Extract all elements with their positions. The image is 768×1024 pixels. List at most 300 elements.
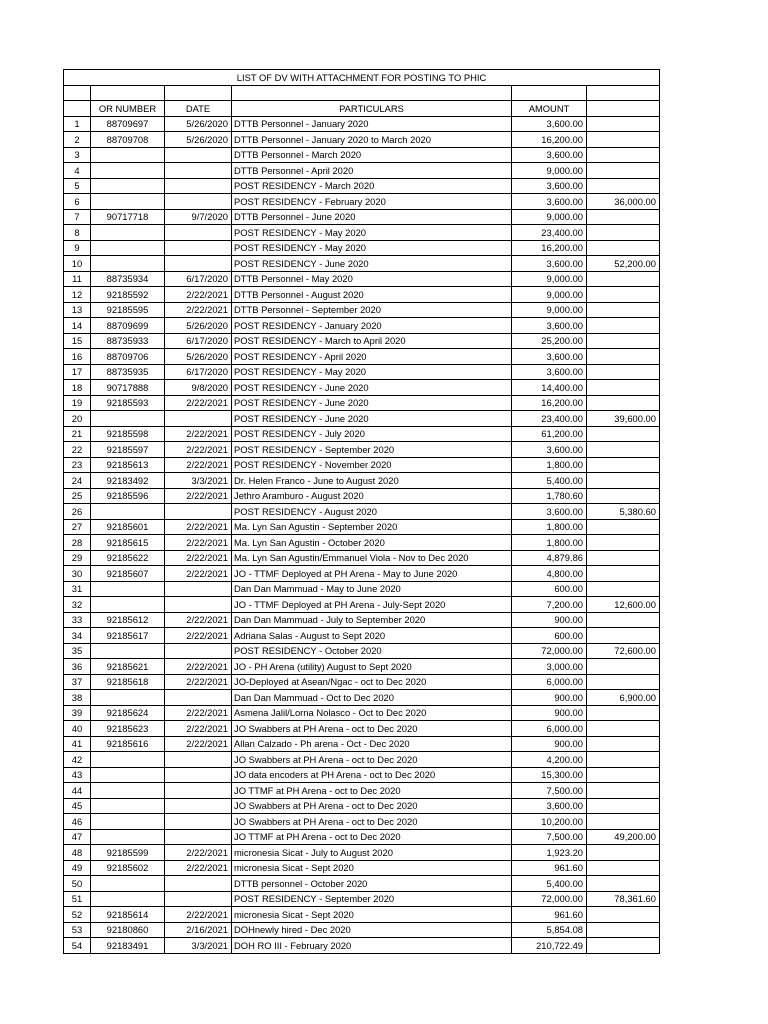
particulars-cell: DTTB Personnel - June 2020 [232,209,512,225]
date-cell: 2/22/2021 [165,566,232,582]
subtotal-cell [587,116,660,132]
subtotal-cell [587,287,660,303]
table-row [64,876,660,892]
particulars-cell: micronesia Sicat - Sept 2020 [232,907,512,923]
or-number-cell: 92185623 [91,721,165,737]
row-number-cell: 10 [64,256,91,272]
amount-cell: 900.00 [512,612,587,628]
subtotal-cell: 36,000.00 [587,194,660,210]
subtotal-cell: 5,380.60 [587,504,660,520]
subtotal-cell [587,845,660,861]
subtotal-cell [587,271,660,287]
amount-cell: 5,400.00 [512,876,587,892]
or-number-cell [91,163,165,179]
or-number-cell: 92185601 [91,519,165,535]
subtotal-cell [587,674,660,690]
row-number-cell: 2 [64,132,91,148]
or-number-cell: 92180860 [91,922,165,938]
or-number-cell: 92185624 [91,705,165,721]
table-row [64,566,660,582]
amount-cell: 16,200.00 [512,395,587,411]
amount-cell: 14,400.00 [512,380,587,396]
row-number-cell: 49 [64,860,91,876]
particulars-cell: Asmena Jalil/Lorna Nolasco - Oct to Dec 2020 [232,705,512,721]
particulars-cell: JO Swabbers at PH Arena - oct to Dec 2020 [232,814,512,830]
header-or-number: OR NUMBER [91,101,165,117]
amount-cell: 3,600.00 [512,147,587,163]
amount-cell: 6,000.00 [512,721,587,737]
table-row [64,349,660,365]
particulars-cell: Allan Calzado - Ph arena - Oct - Dec 2020 [232,736,512,752]
row-number-cell: 27 [64,519,91,535]
table-row [64,271,660,287]
particulars-cell: JO Swabbers at PH Arena - oct to Dec 2020 [232,721,512,737]
or-number-cell: 92185618 [91,674,165,690]
date-cell: 6/17/2020 [165,333,232,349]
particulars-cell: JO - PH Arena (utility) August to Sept 2020 [232,659,512,675]
table-row [64,426,660,442]
table-row [64,457,660,473]
row-number-cell: 38 [64,690,91,706]
or-number-cell [91,147,165,163]
particulars-cell: JO-Deployed at Asean/Ngac - oct to Dec 2020 [232,674,512,690]
amount-cell: 10,200.00 [512,814,587,830]
table-row [64,674,660,690]
or-number-cell [91,690,165,706]
amount-cell: 6,000.00 [512,674,587,690]
subtotal-cell: 12,600.00 [587,597,660,613]
header-row [64,101,660,117]
header-particulars: PARTICULARS [232,101,512,117]
or-number-cell: 92185602 [91,860,165,876]
date-cell [165,163,232,179]
subtotal-cell [587,721,660,737]
or-number-cell: 88709708 [91,132,165,148]
subtotal-cell [587,736,660,752]
particulars-cell: Jethro Aramburo - August 2020 [232,488,512,504]
title-row [64,70,660,86]
particulars-cell: POST RESIDENCY - March 2020 [232,178,512,194]
subtotal-cell [587,488,660,504]
date-cell: 5/26/2020 [165,349,232,365]
particulars-cell: Dr. Helen Franco - June to August 2020 [232,473,512,489]
row-number-cell: 15 [64,333,91,349]
date-cell: 3/3/2021 [165,938,232,954]
table-row [64,209,660,225]
row-number-cell: 52 [64,907,91,923]
amount-cell: 3,600.00 [512,318,587,334]
subtotal-cell [587,240,660,256]
date-cell: 2/22/2021 [165,674,232,690]
amount-cell: 3,600.00 [512,256,587,272]
particulars-cell: POST RESIDENCY - May 2020 [232,240,512,256]
subtotal-cell [587,876,660,892]
row-number-cell: 1 [64,116,91,132]
particulars-cell: micronesia Sicat - Sept 2020 [232,860,512,876]
amount-cell: 5,400.00 [512,473,587,489]
particulars-cell: POST RESIDENCY - September 2020 [232,891,512,907]
amount-cell: 900.00 [512,705,587,721]
or-number-cell [91,767,165,783]
table-row [64,597,660,613]
date-cell [165,767,232,783]
amount-cell: 4,879.86 [512,550,587,566]
date-cell [165,147,232,163]
subtotal-cell [587,783,660,799]
date-cell: 2/22/2021 [165,550,232,566]
amount-cell: 3,600.00 [512,194,587,210]
row-number-cell: 50 [64,876,91,892]
row-number-cell: 31 [64,581,91,597]
particulars-cell: DTTB Personnel - January 2020 [232,116,512,132]
date-cell: 2/22/2021 [165,395,232,411]
row-number-cell: 47 [64,829,91,845]
or-number-cell [91,752,165,768]
amount-cell: 3,600.00 [512,349,587,365]
subtotal-cell: 78,361.60 [587,891,660,907]
particulars-cell: Dan Dan Mammuad - July to September 2020 [232,612,512,628]
blank-cell [64,85,91,101]
subtotal-cell [587,566,660,582]
table-row [64,659,660,675]
date-cell: 2/22/2021 [165,705,232,721]
row-number-cell: 54 [64,938,91,954]
row-number-cell: 45 [64,798,91,814]
blank-cell [91,85,165,101]
amount-cell: 9,000.00 [512,271,587,287]
amount-cell: 72,000.00 [512,643,587,659]
table-row [64,767,660,783]
particulars-cell: Ma. Lyn San Agustin - October 2020 [232,535,512,551]
amount-cell: 9,000.00 [512,287,587,303]
subtotal-cell [587,550,660,566]
subtotal-cell [587,426,660,442]
row-number-cell: 30 [64,566,91,582]
table-row [64,535,660,551]
table-row [64,938,660,954]
table-row [64,240,660,256]
subtotal-cell [587,333,660,349]
particulars-cell: POST RESIDENCY - October 2020 [232,643,512,659]
or-number-cell [91,240,165,256]
particulars-cell: POST RESIDENCY - March to April 2020 [232,333,512,349]
or-number-cell [91,178,165,194]
date-cell: 2/22/2021 [165,721,232,737]
date-cell: 9/7/2020 [165,209,232,225]
table-row [64,845,660,861]
date-cell: 2/22/2021 [165,907,232,923]
particulars-cell: DTTB Personnel - September 2020 [232,302,512,318]
date-cell [165,752,232,768]
amount-cell: 210,722.49 [512,938,587,954]
date-cell: 2/22/2021 [165,535,232,551]
table-row [64,194,660,210]
table-row [64,922,660,938]
amount-cell: 61,200.00 [512,426,587,442]
or-number-cell: 90717888 [91,380,165,396]
amount-cell: 900.00 [512,736,587,752]
row-number-cell: 37 [64,674,91,690]
subtotal-cell: 49,200.00 [587,829,660,845]
blank-cell [587,85,660,101]
or-number-cell: 92185597 [91,442,165,458]
amount-cell: 3,600.00 [512,798,587,814]
row-number-cell: 40 [64,721,91,737]
date-cell [165,690,232,706]
or-number-cell: 88735934 [91,271,165,287]
or-number-cell [91,581,165,597]
particulars-cell: JO TTMF at PH Arena - oct to Dec 2020 [232,829,512,845]
row-number-cell: 36 [64,659,91,675]
amount-cell: 7,500.00 [512,829,587,845]
date-cell [165,783,232,799]
particulars-cell: DTTB Personnel - March 2020 [232,147,512,163]
amount-cell: 25,200.00 [512,333,587,349]
table-row [64,690,660,706]
particulars-cell: POST RESIDENCY - August 2020 [232,504,512,520]
date-cell: 2/22/2021 [165,659,232,675]
row-number-cell: 17 [64,364,91,380]
table-row [64,488,660,504]
subtotal-cell [587,628,660,644]
date-cell: 2/22/2021 [165,612,232,628]
particulars-cell: Dan Dan Mammuad - Oct to Dec 2020 [232,690,512,706]
row-number-cell: 7 [64,209,91,225]
amount-cell: 7,500.00 [512,783,587,799]
amount-cell: 900.00 [512,690,587,706]
subtotal-cell [587,922,660,938]
subtotal-cell [587,473,660,489]
particulars-cell: micronesia Sicat - July to August 2020 [232,845,512,861]
table-row [64,907,660,923]
particulars-cell: POST RESIDENCY - May 2020 [232,225,512,241]
particulars-cell: POST RESIDENCY - June 2020 [232,256,512,272]
row-number-cell: 4 [64,163,91,179]
table-row [64,395,660,411]
amount-cell: 7,200.00 [512,597,587,613]
or-number-cell: 92185617 [91,628,165,644]
table-row [64,473,660,489]
table-row [64,411,660,427]
particulars-cell: POST RESIDENCY - January 2020 [232,318,512,334]
amount-cell: 600.00 [512,581,587,597]
row-number-cell: 29 [64,550,91,566]
or-number-cell: 88735935 [91,364,165,380]
particulars-cell: POST RESIDENCY - June 2020 [232,411,512,427]
or-number-cell [91,504,165,520]
or-number-cell [91,194,165,210]
particulars-cell: JO Swabbers at PH Arena - oct to Dec 2020 [232,798,512,814]
subtotal-cell [587,302,660,318]
table-row [64,721,660,737]
date-cell [165,504,232,520]
subtotal-cell [587,612,660,628]
subtotal-cell [587,163,660,179]
row-number-cell: 19 [64,395,91,411]
amount-cell: 9,000.00 [512,163,587,179]
or-number-cell: 88735933 [91,333,165,349]
particulars-cell: POST RESIDENCY - June 2020 [232,395,512,411]
row-number-cell: 25 [64,488,91,504]
table-row [64,147,660,163]
or-number-cell [91,814,165,830]
subtotal-cell [587,938,660,954]
row-number-cell: 8 [64,225,91,241]
date-cell [165,194,232,210]
row-number-cell: 18 [64,380,91,396]
date-cell: 2/22/2021 [165,736,232,752]
or-number-cell [91,256,165,272]
row-number-cell: 42 [64,752,91,768]
amount-cell: 9,000.00 [512,209,587,225]
date-cell [165,256,232,272]
particulars-cell: JO TTMF at PH Arena - oct to Dec 2020 [232,783,512,799]
amount-cell: 600.00 [512,628,587,644]
or-number-cell: 92185595 [91,302,165,318]
row-number-cell: 32 [64,597,91,613]
subtotal-cell [587,442,660,458]
or-number-cell: 88709699 [91,318,165,334]
or-number-cell: 92185607 [91,566,165,582]
table-row [64,256,660,272]
subtotal-cell [587,814,660,830]
table-row [64,550,660,566]
particulars-cell: POST RESIDENCY - April 2020 [232,349,512,365]
row-number-cell: 6 [64,194,91,210]
amount-cell: 9,000.00 [512,302,587,318]
table-row [64,287,660,303]
or-number-cell: 92183492 [91,473,165,489]
table-row [64,612,660,628]
subtotal-cell [587,907,660,923]
date-cell [165,597,232,613]
subtotal-cell [587,147,660,163]
date-cell: 2/22/2021 [165,302,232,318]
or-number-cell [91,891,165,907]
row-number-cell: 12 [64,287,91,303]
particulars-cell: DTTB Personnel - January 2020 to March 2020 [232,132,512,148]
row-number-cell: 3 [64,147,91,163]
subtotal-cell [587,364,660,380]
date-cell [165,643,232,659]
or-number-cell [91,225,165,241]
amount-cell: 3,600.00 [512,116,587,132]
or-number-cell: 92185614 [91,907,165,923]
date-cell: 2/22/2021 [165,488,232,504]
or-number-cell: 92185596 [91,488,165,504]
particulars-cell: JO data encoders at PH Arena - oct to Dec 2020 [232,767,512,783]
date-cell [165,829,232,845]
particulars-cell: JO Swabbers at PH Arena - oct to Dec 2020 [232,752,512,768]
amount-cell: 23,400.00 [512,411,587,427]
or-number-cell: 92185612 [91,612,165,628]
or-number-cell: 92183491 [91,938,165,954]
subtotal-cell [587,380,660,396]
date-cell: 5/26/2020 [165,132,232,148]
subtotal-cell [587,705,660,721]
subtotal-cell [587,178,660,194]
row-number-cell: 48 [64,845,91,861]
amount-cell: 72,000.00 [512,891,587,907]
particulars-cell: POST RESIDENCY - July 2020 [232,426,512,442]
subtotal-cell [587,767,660,783]
date-cell: 9/8/2020 [165,380,232,396]
or-number-cell: 88709697 [91,116,165,132]
or-number-cell: 92185592 [91,287,165,303]
particulars-cell: Dan Dan Mammuad - May to June 2020 [232,581,512,597]
amount-cell: 3,600.00 [512,364,587,380]
date-cell: 2/22/2021 [165,519,232,535]
table-row [64,116,660,132]
table-row [64,628,660,644]
date-cell [165,411,232,427]
particulars-cell: Ma. Lyn San Agustin/Emmanuel Viola - Nov to Dec 2020 [232,550,512,566]
particulars-cell: Ma. Lyn San Agustin - September 2020 [232,519,512,535]
amount-cell: 3,000.00 [512,659,587,675]
row-number-cell: 5 [64,178,91,194]
subtotal-cell: 52,200.00 [587,256,660,272]
row-number-cell: 51 [64,891,91,907]
subtotal-cell [587,659,660,675]
table-row [64,504,660,520]
subtotal-cell [587,860,660,876]
or-number-cell [91,798,165,814]
particulars-cell: DTTB personnel - October 2020 [232,876,512,892]
table-row [64,380,660,396]
blank-cell [232,85,512,101]
date-cell: 3/3/2021 [165,473,232,489]
subtotal-cell [587,209,660,225]
table-row [64,163,660,179]
table-row [64,798,660,814]
row-number-cell: 43 [64,767,91,783]
particulars-cell: DOHnewly hired - Dec 2020 [232,922,512,938]
amount-cell: 4,800.00 [512,566,587,582]
table-row [64,178,660,194]
or-number-cell [91,597,165,613]
row-number-cell: 28 [64,535,91,551]
row-number-cell: 23 [64,457,91,473]
table-row [64,752,660,768]
amount-cell: 16,200.00 [512,240,587,256]
date-cell: 2/22/2021 [165,457,232,473]
table-row [64,783,660,799]
particulars-cell: POST RESIDENCY - September 2020 [232,442,512,458]
date-cell [165,225,232,241]
row-number-cell: 26 [64,504,91,520]
particulars-cell: DOH RO III - February 2020 [232,938,512,954]
date-cell: 2/22/2021 [165,287,232,303]
table-row [64,442,660,458]
row-number-cell: 13 [64,302,91,318]
blank-row [64,85,660,101]
row-number-cell: 34 [64,628,91,644]
amount-cell: 1,923.20 [512,845,587,861]
table-row [64,814,660,830]
table-row [64,705,660,721]
amount-cell: 3,600.00 [512,442,587,458]
date-cell: 2/22/2021 [165,845,232,861]
header-amount: AMOUNT [512,101,587,117]
date-cell: 2/22/2021 [165,442,232,458]
or-number-cell: 92185599 [91,845,165,861]
table-row [64,302,660,318]
amount-cell: 15,300.00 [512,767,587,783]
particulars-cell: JO - TTMF Deployed at PH Arena - July-Sept 2020 [232,597,512,613]
subtotal-cell: 39,600.00 [587,411,660,427]
amount-cell: 3,600.00 [512,178,587,194]
or-number-cell: 92185593 [91,395,165,411]
